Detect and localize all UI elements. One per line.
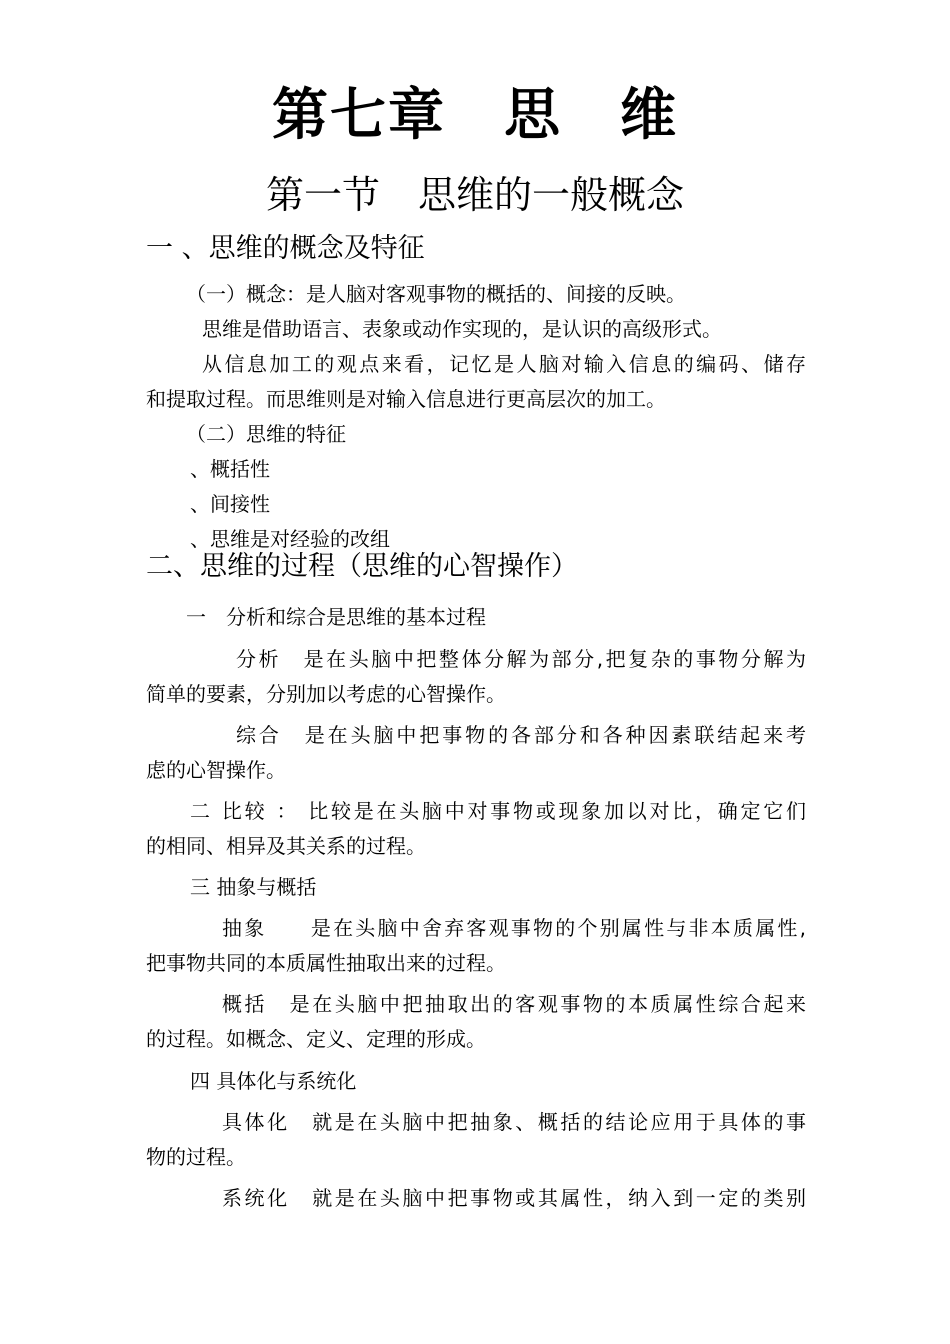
- section-title: 第一节 思维的一般概念: [265, 173, 684, 217]
- concretization-line-2: 物的过程。: [146, 1145, 246, 1169]
- generalization-line-2: 的过程。如概念、定义、定理的形成。: [146, 1027, 486, 1051]
- feature-item-3: 、思维是对经验的改组: [190, 527, 390, 551]
- comparison-line-1: 二 比较 ： 比较是在头脑中对事物或现象加以对比，确定它们: [190, 799, 806, 823]
- abstraction-line-2: 把事物共同的本质属性抽取出来的过程。: [146, 951, 506, 975]
- sub3-title: 三 抽象与概括: [190, 875, 317, 899]
- part1-heading: 一 、思维的概念及特征: [146, 233, 425, 264]
- features-title: （二）思维的特征: [186, 422, 346, 446]
- synthesis-line-1: 综合 是在头脑中把事物的各部分和各种因素联结起来考: [236, 723, 806, 747]
- part2-heading: 二、思维的过程（思维的心智操作）: [146, 551, 578, 582]
- generalization-line-1: 概括 是在头脑中把抽取出的客观事物的本质属性综合起来: [222, 992, 806, 1016]
- concept-line-3: 从信息加工的观点来看，记忆是人脑对输入信息的编码、储存: [202, 352, 806, 376]
- analysis-line-2: 简单的要素，分别加以考虑的心智操作。: [146, 682, 506, 706]
- sub4-title: 四 具体化与系统化: [190, 1069, 357, 1093]
- feature-item-1: 、概括性: [190, 457, 270, 481]
- chapter-title: 第七章 思 维: [272, 83, 678, 148]
- systematization-line-1: 系统化 就是在头脑中把事物或其属性，纳入到一定的类别: [222, 1186, 806, 1210]
- concept-line-2: 思维是借助语言、表象或动作实现的，是认识的高级形式。: [202, 317, 722, 341]
- concept-line-4: 和提取过程。而思维则是对输入信息进行更高层次的加工。: [146, 387, 666, 411]
- synthesis-line-2: 虑的心智操作。: [146, 758, 286, 782]
- comparison-line-2: 的相同、相异及其关系的过程。: [146, 834, 426, 858]
- concretization-line-1: 具体化 就是在头脑中把抽象、概括的结论应用于具体的事: [222, 1110, 806, 1134]
- analysis-line-1: 分析 是在头脑中把整体分解为部分,把复杂的事物分解为: [236, 647, 806, 671]
- feature-item-2: 、间接性: [190, 492, 270, 516]
- abstraction-line-1: 抽象 是在头脑中舍弃客观事物的个别属性与非本质属性,: [222, 916, 806, 940]
- concept-line-1: （一）概念：是人脑对客观事物的概括的、间接的反映。: [186, 282, 686, 306]
- sub1-title: 一 分析和综合是思维的基本过程: [186, 605, 486, 629]
